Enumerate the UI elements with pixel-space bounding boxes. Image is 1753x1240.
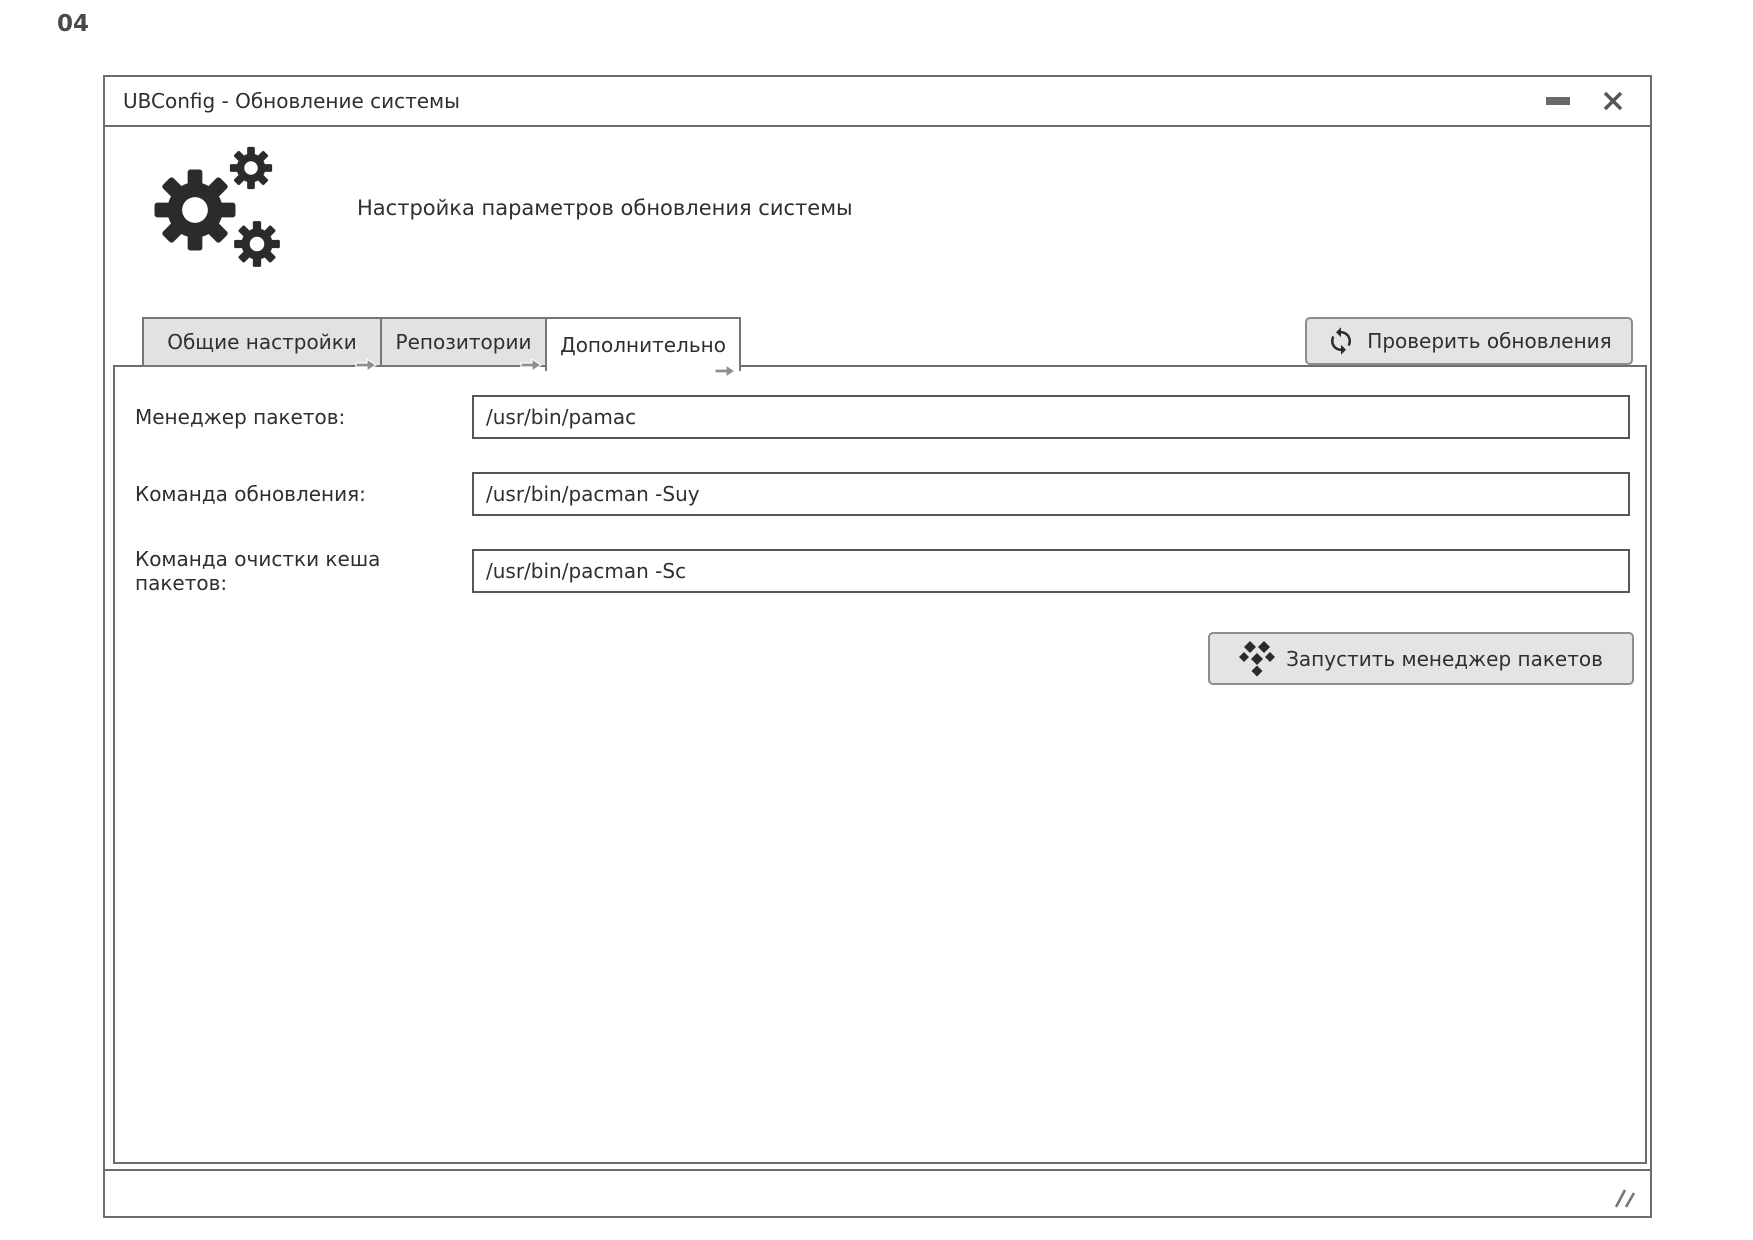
- tab-label: Дополнительно: [560, 333, 726, 357]
- package-manager-label: Менеджер пакетов:: [135, 405, 346, 429]
- minimize-button[interactable]: [1546, 88, 1570, 114]
- minimize-icon: [1546, 97, 1570, 105]
- dialog-header: [149, 141, 853, 275]
- figure-label: 04: [57, 11, 90, 37]
- tab-link-arrow-icon: [520, 358, 542, 372]
- gears-icon: [149, 138, 299, 278]
- title-bar: [105, 77, 1650, 127]
- resize-grip[interactable]: [1610, 1182, 1638, 1210]
- dialog-header-text: Настройка параметров обновления системы: [357, 196, 853, 220]
- package-manager-input[interactable]: [472, 395, 1630, 439]
- run-package-manager-button[interactable]: [1208, 632, 1634, 685]
- tab-bar: [142, 317, 739, 371]
- form-row-package-manager: [135, 395, 1630, 439]
- tab-repositories[interactable]: [380, 317, 547, 367]
- tab-advanced[interactable]: [545, 317, 741, 371]
- tab-general-settings[interactable]: [142, 317, 382, 367]
- update-command-label: Команда обновления:: [135, 482, 366, 506]
- update-command-input[interactable]: [472, 472, 1630, 516]
- package-box-icon: [1239, 640, 1275, 677]
- cache-clean-command-input[interactable]: [472, 549, 1630, 593]
- form-row-cache-clean-command: [135, 549, 1630, 593]
- status-bar: [105, 1169, 1650, 1216]
- tab-label: Репозитории: [395, 330, 532, 354]
- tab-link-arrow-icon: [714, 364, 736, 378]
- ubconfig-window: [103, 75, 1652, 1218]
- check-updates-label: Проверить обновления: [1367, 329, 1612, 353]
- tab-link-arrow-icon: [355, 358, 377, 372]
- form-row-update-command: [135, 472, 1630, 516]
- run-package-manager-label: Запустить менеджер пакетов: [1286, 646, 1603, 671]
- cache-clean-command-label: Команда очистки кеша пакетов:: [135, 547, 381, 595]
- close-button[interactable]: [1600, 88, 1626, 114]
- check-updates-button[interactable]: [1305, 317, 1633, 365]
- tab-content-panel: [113, 365, 1647, 1164]
- tab-label: Общие настройки: [167, 330, 357, 354]
- close-icon: [1600, 88, 1626, 114]
- window-title: UBConfig - Обновление системы: [123, 89, 460, 113]
- window-controls: [1546, 88, 1632, 114]
- sync-icon: [1326, 326, 1356, 356]
